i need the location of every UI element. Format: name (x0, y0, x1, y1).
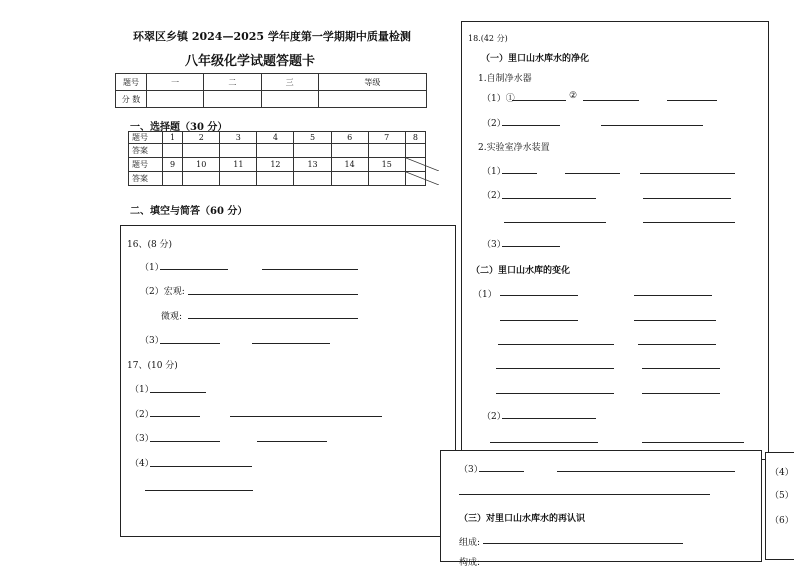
choice-ans-cell[interactable] (163, 172, 183, 186)
exam-title: 环翠区乡镇 2024—2025 学年度第一学期期中质量检测 (133, 30, 411, 43)
q18-s2-blank-13[interactable] (642, 442, 744, 443)
choice-ans-cell[interactable] (220, 172, 257, 186)
choice-num: 12 (257, 158, 294, 172)
q17-title: 17、(10 分) (127, 361, 178, 371)
q17-part1-blank[interactable] (150, 392, 206, 393)
q16-part1-blank-b[interactable] (262, 269, 358, 270)
q18-s2-blank-4[interactable] (634, 320, 716, 321)
section2-title: 二、填空与简答（60 分） (130, 206, 248, 217)
q18-section2-title: （二）里口山水库的变化 (471, 266, 571, 276)
choice-num: 14 (331, 158, 368, 172)
q18-s1b-blank-5[interactable] (643, 198, 731, 199)
choice-ans-cell[interactable] (368, 172, 405, 186)
diagonal-slash (406, 172, 439, 185)
choice-ans-cell[interactable] (257, 172, 294, 186)
q18-part6-label: （6） (770, 516, 794, 526)
choice-ans-cell[interactable] (368, 144, 405, 158)
score-cell-1[interactable] (147, 91, 204, 108)
q18-s2-blank-2[interactable] (634, 295, 712, 296)
q16-micro-label: 微观: (161, 312, 183, 322)
q18-lab-filter-title: 2.实验室净水装置 (478, 143, 550, 153)
choice-num: 1 (163, 132, 183, 144)
choice-num: 15 (368, 158, 405, 172)
choice-ans-label: 答案 (129, 172, 163, 186)
choice-ans-cell[interactable] (331, 144, 368, 158)
q18-s1b-part2-label: （2） (482, 191, 506, 201)
q17-part2-blank-a[interactable] (150, 416, 200, 417)
q18-s2-blank-14[interactable] (479, 471, 524, 472)
q18-s2-blank-11[interactable] (502, 418, 596, 419)
q16-part1-blank-a[interactable] (160, 269, 228, 270)
choice-ans-cell[interactable] (163, 144, 183, 158)
q18-s1b-blank-3[interactable] (640, 173, 735, 174)
choice-num: 11 (220, 158, 257, 172)
q18-s1a-blank-2[interactable] (583, 100, 639, 101)
choice-num-label: 题号 (129, 132, 163, 144)
q18-section3-title: （三）对里口山水库水的再认识 (459, 514, 586, 524)
choice-ans-cell[interactable] (331, 172, 368, 186)
q18-s1b-part1-label: （1） (482, 167, 506, 177)
score-cell-3[interactable] (261, 91, 318, 108)
q18-homemade-filter-title: 1.自制净水器 (478, 74, 532, 84)
q18-s2-blank-6[interactable] (638, 344, 716, 345)
q18-s1a-blank-5[interactable] (601, 125, 703, 126)
score-header-label: 题号 (116, 74, 147, 91)
choice-ans-cell[interactable] (183, 144, 220, 158)
choice-num: 8 (405, 132, 425, 144)
q18-s1b-blank-2[interactable] (565, 173, 620, 174)
q16-title: 16、(8 分) (127, 240, 173, 250)
answer-sheet-title: 八年级化学试题答题卡 (185, 54, 316, 69)
q18-s2-blank-16[interactable] (459, 494, 710, 495)
score-header-2: 二 (204, 74, 261, 91)
q18-answer-box (461, 21, 769, 460)
choice-ans-cell[interactable] (257, 144, 294, 158)
q17-part2-label: （2） (130, 410, 154, 420)
q18-section1-title: （一）里口山水库水的净化 (481, 54, 590, 64)
q16-part2-label: （2）宏观: (140, 287, 185, 297)
q17-part4-blank-b[interactable] (145, 490, 253, 491)
q18-part4-label: （4） (770, 468, 794, 478)
choice-num: 13 (294, 158, 331, 172)
q18-s1a-blank-1[interactable] (512, 100, 566, 101)
q18-s1a-part1b-label: ② (569, 91, 578, 101)
score-header-3: 三 (261, 74, 318, 91)
q18-s2-blank-15[interactable] (557, 471, 735, 472)
choice-num: 3 (220, 132, 257, 144)
q18-s1b-part3-label: （3） (482, 240, 506, 250)
score-header-1: 一 (147, 74, 204, 91)
diagonal-slash (406, 158, 439, 171)
choice-num: 9 (163, 158, 183, 172)
q17-part3-blank-b[interactable] (257, 441, 327, 442)
choice-num: 10 (183, 158, 220, 172)
q18-s2-blank-1[interactable] (500, 295, 578, 296)
q18-structure-label: 构成: (459, 558, 481, 568)
q18-s2-part1-label: （1） (473, 290, 497, 300)
q18-s2-part2-label: （2） (482, 412, 506, 422)
q17-part3-blank-a[interactable] (150, 441, 220, 442)
choice-ans-cell[interactable] (220, 144, 257, 158)
q18-s1a-part2-label: （2） (482, 119, 506, 129)
choice-num: 2 (183, 132, 220, 144)
choice-ans-cell[interactable] (405, 144, 425, 158)
choice-num: 5 (294, 132, 331, 144)
q18-s1a-blank-4[interactable] (502, 125, 560, 126)
q16-micro-blank[interactable] (188, 318, 358, 319)
q18-part5-label: （5） (770, 491, 794, 501)
choice-ans-label: 答案 (129, 144, 163, 158)
section1-title: 一、选择题（30 分） (130, 122, 228, 133)
choice-num: 6 (331, 132, 368, 144)
q18-s1b-blank-8[interactable] (502, 246, 560, 247)
q18-s1b-blank-6[interactable] (504, 222, 606, 223)
q18-s2-blank-3[interactable] (500, 320, 578, 321)
choice-ans-cell[interactable] (294, 144, 331, 158)
q18-s2-blank-8[interactable] (642, 368, 720, 369)
score-table (115, 73, 427, 108)
q16-part3-blank-a[interactable] (160, 343, 220, 344)
q18-title: 18.(42 分) (468, 34, 508, 43)
q18-s2-blank-7[interactable] (496, 368, 614, 369)
q17-part4-label: （4） (130, 459, 154, 469)
q18-s2-part3-label: （3） (459, 465, 483, 475)
q18-s1b-blank-1[interactable] (502, 173, 537, 174)
score-row-label: 分 数 (116, 91, 147, 108)
choice-num-label: 题号 (129, 158, 163, 172)
q16-macro-blank[interactable] (188, 294, 358, 295)
q18-s1a-blank-3[interactable] (667, 100, 717, 101)
q16-part3-label: （3） (140, 336, 164, 346)
choice-num: 4 (257, 132, 294, 144)
q18-s2-blank-5[interactable] (498, 344, 614, 345)
q18-s1a-part1-label: （1）① (482, 94, 515, 104)
q16-part3-blank-b[interactable] (252, 343, 330, 344)
choice-diagonal-cell (405, 172, 425, 186)
q18-s2-blank-9[interactable] (496, 393, 614, 394)
choice-ans-cell[interactable] (294, 172, 331, 186)
q18-composition-label: 组成: (459, 538, 481, 548)
q17-part3-label: （3） (130, 434, 154, 444)
score-cell-2[interactable] (204, 91, 261, 108)
choice-num: 7 (368, 132, 405, 144)
q18-composition-blank[interactable] (483, 543, 683, 544)
q18-continuation-box (440, 450, 762, 562)
choice-diagonal-cell (405, 158, 425, 172)
q18-s2-blank-12[interactable] (490, 442, 598, 443)
q18-s1b-blank-7[interactable] (643, 222, 735, 223)
q18-s1b-blank-4[interactable] (502, 198, 596, 199)
q17-part2-blank-b[interactable] (230, 416, 382, 417)
q18-s2-blank-10[interactable] (642, 393, 720, 394)
choice-ans-cell[interactable] (183, 172, 220, 186)
q17-part1-label: （1） (130, 385, 154, 395)
score-cell-grade[interactable] (318, 91, 426, 108)
q16-part1-label: （1） (140, 263, 164, 273)
q17-part4-blank-a[interactable] (150, 466, 252, 467)
choice-table (128, 131, 426, 186)
score-header-grade: 等级 (318, 74, 426, 91)
